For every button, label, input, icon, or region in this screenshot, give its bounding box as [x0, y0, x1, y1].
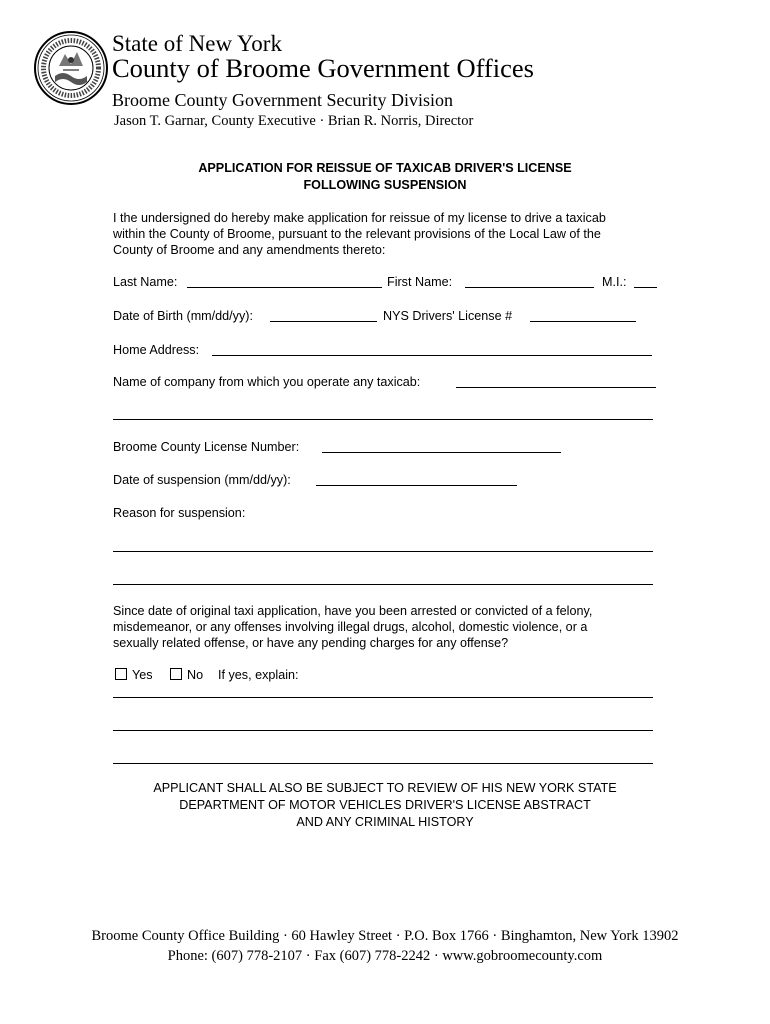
county-license-label: Broome County License Number: [113, 440, 300, 454]
yes-checkbox[interactable] [115, 668, 127, 680]
notice-line-1: APPLICANT SHALL ALSO BE SUBJECT TO REVIEW OF HIS NEW YORK STATE [153, 781, 617, 795]
reason-field-line-2[interactable] [113, 584, 653, 585]
first-name-field[interactable] [465, 287, 594, 288]
explain-label: If yes, explain: [218, 668, 299, 682]
company-label: Name of company from which you operate any taxicab: [113, 375, 421, 389]
mi-label: M.I.: [602, 275, 627, 289]
suspension-date-field[interactable] [316, 485, 517, 486]
reason-field-line-1[interactable] [113, 551, 653, 552]
no-label: No [187, 668, 204, 682]
question-line-2: misdemeanor, or any offenses involving illegal drugs, alcohol, domestic violence, or a [113, 620, 588, 634]
notice-line-2: DEPARTMENT OF MOTOR VEHICLES DRIVER'S LICENSE ABSTRACT [179, 798, 591, 812]
suspension-date-label: Date of suspension (mm/dd/yy): [113, 473, 291, 487]
mi-field[interactable] [634, 287, 657, 288]
intro-line-1: I the undersigned do hereby make application for reissue of my license to drive a taxicab [113, 211, 606, 225]
division-name: Broome County Government Security Division [112, 90, 453, 110]
company-field-line-2[interactable] [113, 419, 653, 420]
form-title-line1: APPLICATION FOR REISSUE OF TAXICAB DRIVER'S LICENSE [198, 161, 572, 175]
form-title-line2: FOLLOWING SUSPENSION [303, 178, 467, 192]
yes-label: Yes [132, 668, 153, 682]
first-name-label: First Name: [387, 275, 453, 289]
reason-label: Reason for suspension: [113, 506, 246, 520]
intro-line-3: County of Broome and any amendments thereto: [113, 243, 386, 257]
explain-field-line-1[interactable] [113, 697, 653, 698]
explain-field-line-3[interactable] [113, 763, 653, 764]
home-address-label: Home Address: [113, 343, 200, 357]
county-license-field[interactable] [322, 452, 561, 453]
last-name-field[interactable] [187, 287, 382, 288]
last-name-label: Last Name: [113, 275, 178, 289]
notice-line-3: AND ANY CRIMINAL HISTORY [296, 815, 474, 829]
footer-contact: Phone: (607) 778-2107 · Fax (607) 778-2242 · www.gobroomecounty.com [167, 948, 603, 964]
explain-field-line-2[interactable] [113, 730, 653, 731]
intro-line-2: within the County of Broome, pursuant to the relevant provisions of the Local Law of the [113, 227, 601, 241]
home-address-field[interactable] [212, 355, 652, 356]
county-seal-icon [33, 30, 109, 106]
nys-license-field[interactable] [530, 321, 636, 322]
state-name: State of New York [112, 31, 282, 56]
dob-label: Date of Birth (mm/dd/yy): [113, 309, 253, 323]
question-line-3: sexually related offense, or have any pending charges for any offense? [113, 636, 509, 650]
nys-license-label: NYS Drivers' License # [383, 309, 513, 323]
officials-line: Jason T. Garnar, County Executive · Brian R. Norris, Director [114, 113, 474, 129]
county-offices-title: County of Broome Government Offices [112, 53, 534, 83]
no-checkbox[interactable] [170, 668, 182, 680]
company-field[interactable] [456, 387, 656, 388]
dob-field[interactable] [270, 321, 377, 322]
question-line-1: Since date of original taxi application, have you been arrested or convicted of a felony, [113, 604, 593, 618]
footer-address: Broome County Office Building · 60 Hawley Street · P.O. Box 1766 · Binghamton, New York 13902 [91, 928, 679, 944]
